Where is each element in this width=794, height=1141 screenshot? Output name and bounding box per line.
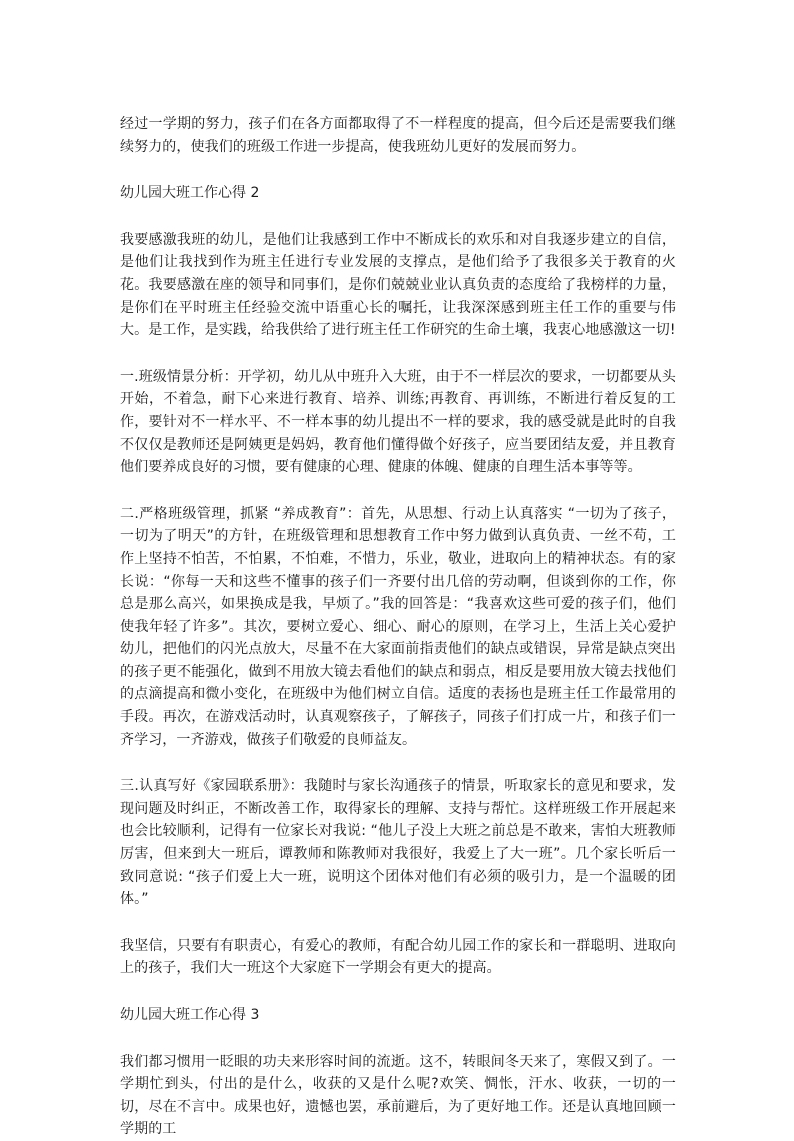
spacer (120, 911, 676, 935)
class-situation-paragraph: 一.班级情景分析：开学初，幼儿从中班升入大班，由于不一样层次的要求，一切都要从头开始，不着急，耐下心来进行教育、培养、训练;再教育、再训练，不断进行着反复的工作，要针对不一样水平、不一样本事的幼儿提出不一样的要求，我的感受就是此时的自我不仅仅是教师还是阿姨更是妈妈，教育他们懂得做个好孩子，应当要团结友爱，并且教育他们要养成良好的习惯，要有健康的心理、健康的体魄、健康的自理生活本事等等。 (120, 368, 676, 476)
time-passing-paragraph: 我们都习惯用一眨眼的功夫来形容时间的流逝。这不，转眼间冬天来了，寒假又到了。一学期忙到头，付出的是什么，收获的又是什么呢?欢笑、惆怅，汗水、收获，一切的一切，尽在不言中。成果也好，遗憾也罢，承前避后，为了更好地工作。还是认真地回顾一学期的工 (120, 1053, 676, 1138)
document-body (120, 113, 676, 1141)
section-heading-3: 幼儿园大班工作心得 3 (120, 1007, 260, 1023)
spacer (120, 158, 676, 182)
spacer (120, 980, 676, 1004)
intro-paragraph: 经过一学期的努力，孩子们在各方面都取得了不一样程度的提高，但今后还是需要我们继续努力的，使我们的班级工作进一步提高，使我班幼儿更好的发展而努力。 (120, 116, 676, 155)
spacer (120, 342, 676, 366)
section-heading-2: 幼儿园大班工作心得 2 (120, 185, 260, 202)
spacer (120, 205, 676, 229)
gratitude-paragraph: 我要感激我班的幼儿，是他们让我感到工作中不断成长的欢乐和对自我逐步建立的自信，是他们让我找到作为班主任进行专业发展的支撑点，是他们给予了我很多关于教育的火花。我要感激在座的领导和同事们，是你们兢兢业业认真负责的态度给了我榜样的力量，是你们在平时班主任经验交流中语重心长的嘱托，让我深深感到班主任工作的重要与伟大。是工作，是实践，给我供给了进行班主任工作研究的生命土壤，我衷心地感激这一切! (120, 231, 676, 339)
spacer (120, 751, 676, 775)
belief-paragraph: 我坚信，只要有有职责心，有爱心的教师，有配合幼儿园工作的家长和一群聪明、进取向上的孩子，我们大一班这个大家庭下一学期会有更大的提高。 (120, 937, 676, 977)
class-management-paragraph: 二.严格班级管理，抓紧 “养成教育”：首先，从思想、行动上认真落实 “一切为了孩子，一切为了明天”的方针，在班级管理和思想教育工作中努力做到认真负责、一丝不苟，工作上坚持不怕苦，不怕累，不怕难，不惜力，乐业，敬业，进取向上的精神状态。有的家长说：“你每一天和这些不懂事的孩子们一齐要付出几倍的劳动啊，但谈到你的工作，你总是那么高兴，如果换成是我，早烦了。”我的回答是：“我喜欢这些可爱的孩子们，他们使我年轻了许多”。其次，要树立爱心、细心、耐心的原则，在学习上，生活上关心爱护幼儿，把他们的闪光点放大，尽量不在大家面前指责他们的缺点或错误，异常是缺点突出的孩子更不能强化，做到不用放大镜去看他们的缺点和弱点，相反是要用放大镜去找他们的点滴提高和微小变化，在班级中为他们树立自信。适度的表扬也是班主任工作最常用的手段。再次，在游戏活动时，认真观察孩子，了解孩子，同孩子们打成一片，和孩子们一齐学习，一齐游戏，做孩子们敬爱的良师益友。 (120, 505, 676, 748)
spacer (120, 479, 676, 503)
spacer (120, 1027, 676, 1051)
home-contact-paragraph: 三.认真写好《家园联系册》：我随时与家长沟通孩子的情景，听取家长的意见和要求，发现问题及时纠正，不断改善工作，取得家长的理解、支持与帮忙。这样班级工作开展起来也会比较顺利，记得有一位家长对我说: “他儿子没上大班之前总是不敢来，害怕大班教师厉害，但来到大一班后，谭教师和陈教师对我很好，我爱上了大一班”。几个家长听后一致同意说: “孩子们爱上大一班，说明这个团体对他们有必须的吸引力，是一个温暖的团体。” (120, 778, 676, 908)
